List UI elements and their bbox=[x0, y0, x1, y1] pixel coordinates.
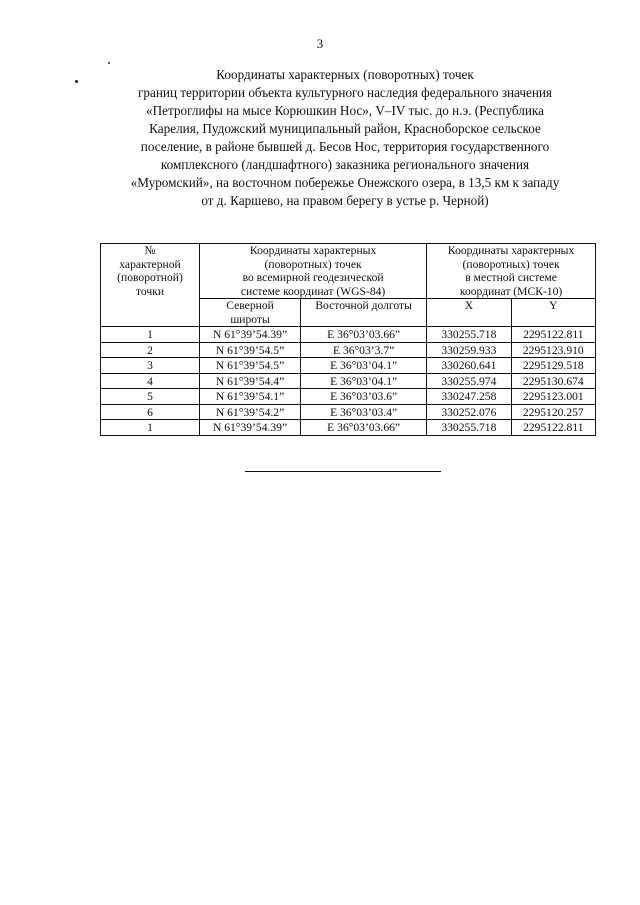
header-text: характерной bbox=[119, 257, 181, 271]
coordinates-table bbox=[100, 243, 596, 436]
latitude-cell: N 61°39’54.1” bbox=[200, 389, 301, 405]
header-text: Координаты характерных bbox=[447, 244, 575, 257]
header-text: № bbox=[144, 244, 156, 257]
x-cell: 330259.933 bbox=[427, 342, 511, 358]
table-row bbox=[101, 327, 596, 343]
title-line: «Муромский», на восточном побережье Онежского озера, в 13,5 км к западу bbox=[130, 175, 560, 190]
title-line: от д. Каршево, на правом берегу в устье р. Черной) bbox=[201, 193, 489, 208]
title-line: поселение, в районе бывшей д. Бесов Нос, территория государственного bbox=[140, 139, 550, 154]
y-cell: 2295123.001 bbox=[511, 389, 595, 405]
header-text: (поворотных) точек bbox=[264, 257, 362, 271]
point-number: 6 bbox=[101, 404, 200, 420]
point-number: 3 bbox=[101, 358, 200, 374]
y-cell: 2295130.674 bbox=[511, 373, 595, 389]
longitude-cell: E 36°03’03.4” bbox=[301, 404, 427, 420]
y-cell: 2295122.811 bbox=[511, 327, 595, 343]
latitude-cell: N 61°39’54.39” bbox=[200, 327, 301, 343]
title-line: Координаты характерных (поворотных) точек bbox=[216, 67, 474, 82]
longitude-cell: E 36°03’04.1” bbox=[301, 358, 427, 374]
table-row bbox=[101, 420, 596, 436]
longitude-cell: E 36°03’03.66” bbox=[301, 327, 427, 343]
x-cell: 330255.718 bbox=[427, 327, 511, 343]
subheader-longitude: Восточной долготы bbox=[301, 299, 427, 327]
title-line: комплексного (ландшафтного) заказника регионального значения bbox=[160, 157, 530, 172]
header-text: (поворотной) bbox=[117, 271, 183, 284]
header-msk10 bbox=[427, 244, 596, 299]
x-cell: 330247.258 bbox=[427, 389, 511, 405]
table-row bbox=[101, 404, 596, 420]
scan-speck bbox=[108, 62, 110, 64]
point-number: 1 bbox=[101, 327, 200, 343]
document-title bbox=[70, 66, 620, 210]
header-text: (поворотных) точек bbox=[462, 257, 560, 271]
page-number: 3 bbox=[316, 36, 324, 51]
latitude-cell: N 61°39’54.39” bbox=[200, 420, 301, 436]
table-row bbox=[101, 373, 596, 389]
longitude-cell: E 36°03’03.6” bbox=[301, 389, 427, 405]
latitude-cell: N 61°39’54.5” bbox=[200, 358, 301, 374]
longitude-cell: E 36°03’3.7” bbox=[301, 342, 427, 358]
header-text: Северной bbox=[226, 299, 274, 312]
longitude-cell: E 36°03’04.1” bbox=[301, 373, 427, 389]
header-text: точки bbox=[135, 284, 165, 298]
point-number: 1 bbox=[101, 420, 200, 436]
header-text: координат (МСК-10) bbox=[459, 284, 563, 298]
y-cell: 2295129.518 bbox=[511, 358, 595, 374]
table-row bbox=[101, 389, 596, 405]
x-cell: 330252.076 bbox=[427, 404, 511, 420]
header-text: широты bbox=[230, 312, 270, 326]
point-number: 2 bbox=[101, 342, 200, 358]
title-line: Карелия, Пудожский муниципальный район, Красноборское сельское bbox=[149, 121, 541, 136]
title-line: границ территории объекта культурного наследия федерального значения bbox=[137, 85, 553, 100]
title-line: «Петроглифы на мысе Корюшкин Нос», V–IV тыс. до н.э. (Республика bbox=[146, 103, 544, 118]
y-cell: 2295120.257 bbox=[511, 404, 595, 420]
x-cell: 330260.641 bbox=[427, 358, 511, 374]
latitude-cell: N 61°39’54.4” bbox=[200, 373, 301, 389]
header-point-number bbox=[101, 244, 200, 327]
header-text: Координаты характерных bbox=[249, 244, 377, 257]
closing-rule bbox=[245, 471, 441, 472]
longitude-cell: E 36°03’03.66” bbox=[301, 420, 427, 436]
latitude-cell: N 61°39’54.2” bbox=[200, 404, 301, 420]
table-row bbox=[101, 358, 596, 374]
header-text: в местной системе bbox=[465, 271, 557, 284]
point-number: 5 bbox=[101, 389, 200, 405]
latitude-cell: N 61°39’54.5” bbox=[200, 342, 301, 358]
subheader-latitude bbox=[200, 299, 301, 327]
subheader-y: Y bbox=[511, 299, 595, 327]
table-header-row bbox=[101, 244, 596, 299]
x-cell: 330255.974 bbox=[427, 373, 511, 389]
subheader-x: X bbox=[427, 299, 511, 327]
point-number: 4 bbox=[101, 373, 200, 389]
y-cell: 2295123.910 bbox=[511, 342, 595, 358]
header-text: системе координат (WGS-84) bbox=[240, 284, 386, 298]
table-row bbox=[101, 342, 596, 358]
header-text: во всемирной геодезической bbox=[242, 271, 384, 284]
header-wgs84 bbox=[200, 244, 427, 299]
y-cell: 2295122.811 bbox=[511, 420, 595, 436]
x-cell: 330255.718 bbox=[427, 420, 511, 436]
